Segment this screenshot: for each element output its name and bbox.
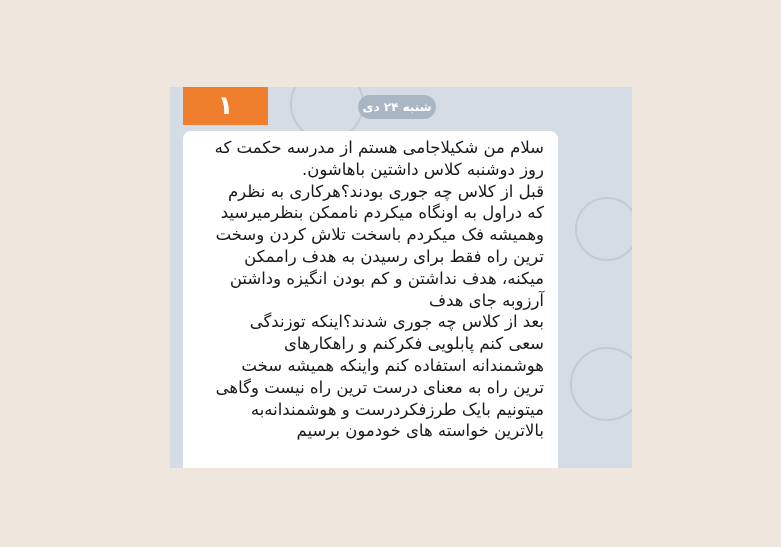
message-line: قبل از کلاس چه جوری بودند؟هرکاری به نظرم xyxy=(227,181,544,201)
message-line: هوشمندانه استفاده کنم واینکه همیشه سخت xyxy=(241,355,544,375)
date-pill: شنبه ۲۴ دی xyxy=(358,95,436,119)
chat-panel xyxy=(170,87,632,468)
background-doodle xyxy=(570,347,632,421)
message-line: سلام من شکیلاجامی هستم از مدرسه حکمت که xyxy=(214,138,544,157)
message-line: میتونیم بایک طرزفکردرست و هوشمندانه‌به xyxy=(250,399,544,419)
message-line: روز دوشنبه کلاس داشتین باهاشون. xyxy=(301,159,544,179)
message-line: بالاترین خواسته های خودمون برسیم xyxy=(296,421,544,441)
message-line: آرزوبه جای هدف xyxy=(428,290,544,310)
message-line: سعی کنم پابلویی فکرکنم و راهکارهای xyxy=(283,334,544,354)
message-line: ترین راه فقط برای رسیدن به هدف راممکن xyxy=(244,246,544,266)
message-text xyxy=(215,137,544,442)
message-bubble xyxy=(183,131,558,468)
message-line: میکنه، هدف نداشتن و کم بودن انگیزه وداشتن xyxy=(229,268,544,288)
message-line: وهمیشه فک میکردم باسخت تلاش کردن وسخت xyxy=(215,225,544,245)
background-doodle xyxy=(575,197,632,261)
message-line: بعد از کلاس چه جوری شدند؟اینکه توزندگی xyxy=(249,312,544,332)
message-line: که دراول به اونگاه میکردم ناممکن بنظرمیرسید xyxy=(220,203,544,223)
number-badge: ۱ xyxy=(183,87,268,125)
message-line: ترین راه به معنای درست ترین راه نیست وگاهی xyxy=(215,377,544,397)
